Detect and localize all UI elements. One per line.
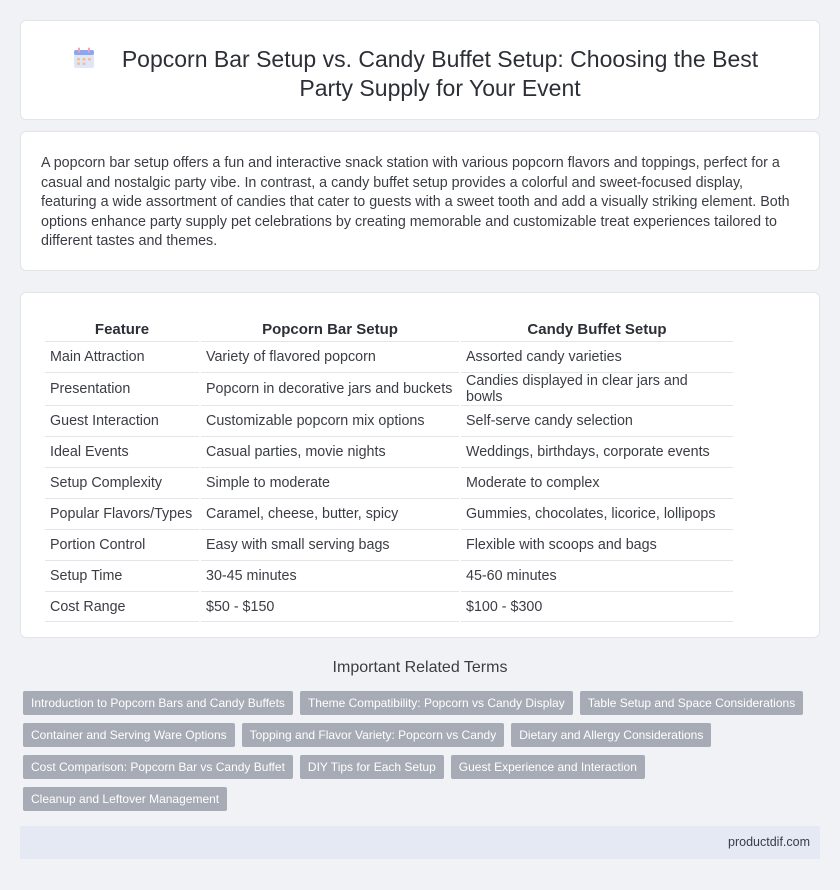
table-cell: Assorted candy varieties bbox=[461, 341, 733, 372]
related-terms-list bbox=[23, 691, 813, 811]
related-term-tag[interactable]: Cleanup and Leftover Management bbox=[23, 787, 227, 811]
table-cell: Cost Range bbox=[45, 591, 199, 622]
table-cell: Casual parties, movie nights bbox=[201, 436, 459, 467]
table-cell: Presentation bbox=[45, 372, 199, 405]
intro-paragraph: A popcorn bar setup offers a fun and interactive snack station with various popcorn flavors and toppings, perfect for a casual and nostalgic party vibe. In contrast, a candy buffet setup provides a colorful and sweet-focused display, featuring a wide assortment of candies that cater to guests with a sweet tooth and add a visually striking element. Both options enhance party supply pet celebrations by creating memorable and customizable treat experiences tailored to different tastes and themes. bbox=[41, 155, 790, 250]
table-row bbox=[45, 436, 733, 467]
header-candy-buffet: Candy Buffet Setup bbox=[527, 321, 667, 338]
related-term-tag[interactable]: Topping and Flavor Variety: Popcorn vs Candy bbox=[242, 723, 505, 747]
table-header-row bbox=[45, 315, 733, 341]
table-row bbox=[45, 560, 733, 591]
table-cell: Variety of flavored popcorn bbox=[201, 341, 459, 372]
table-cell: Caramel, cheese, butter, spicy bbox=[201, 498, 459, 529]
table-cell: $50 - $150 bbox=[201, 591, 459, 622]
related-terms-heading: Important Related Terms bbox=[332, 659, 508, 676]
table-cell: 45-60 minutes bbox=[461, 560, 733, 591]
table-cell: Setup Complexity bbox=[45, 467, 199, 498]
table-cell: Customizable popcorn mix options bbox=[201, 405, 459, 436]
table-cell: Setup Time bbox=[45, 560, 199, 591]
table-row bbox=[45, 529, 733, 560]
related-term-tag[interactable]: Cost Comparison: Popcorn Bar vs Candy Buffet bbox=[23, 755, 293, 779]
table-row bbox=[45, 341, 733, 372]
table-cell: Moderate to complex bbox=[461, 467, 733, 498]
table-cell: Portion Control bbox=[45, 529, 199, 560]
related-term-tag[interactable]: Theme Compatibility: Popcorn vs Candy Display bbox=[300, 691, 573, 715]
table-cell: $100 - $300 bbox=[461, 591, 733, 622]
table-cell: Popular Flavors/Types bbox=[45, 498, 199, 529]
intro-card bbox=[20, 131, 820, 271]
page-title: Popcorn Bar Setup vs. Candy Buffet Setup: Choosing the Best Party Supply for Your Event bbox=[121, 46, 759, 101]
table-cell: Popcorn in decorative jars and buckets bbox=[201, 372, 459, 405]
table-row bbox=[45, 591, 733, 622]
table-row bbox=[45, 498, 733, 529]
table-cell: Weddings, birthdays, corporate events bbox=[461, 436, 733, 467]
related-term-tag[interactable]: Introduction to Popcorn Bars and Candy Buffets bbox=[23, 691, 293, 715]
comparison-table bbox=[43, 315, 735, 622]
related-term-tag[interactable]: Table Setup and Space Considerations bbox=[580, 691, 803, 715]
table-cell: Ideal Events bbox=[45, 436, 199, 467]
table-row bbox=[45, 372, 733, 405]
related-term-tag[interactable]: Container and Serving Ware Options bbox=[23, 723, 235, 747]
table-cell: Main Attraction bbox=[45, 341, 199, 372]
related-term-tag[interactable]: DIY Tips for Each Setup bbox=[300, 755, 444, 779]
table-cell: Candies displayed in clear jars and bowls bbox=[461, 372, 733, 405]
header-popcorn-bar: Popcorn Bar Setup bbox=[262, 321, 398, 338]
site-name[interactable]: productdif.com bbox=[728, 835, 810, 849]
related-term-tag[interactable]: Dietary and Allergy Considerations bbox=[511, 723, 711, 747]
table-row bbox=[45, 467, 733, 498]
table-cell: Gummies, chocolates, licorice, lollipops bbox=[461, 498, 733, 529]
header-feature: Feature bbox=[94, 321, 150, 338]
table-cell: Flexible with scoops and bags bbox=[461, 529, 733, 560]
table-cell: Guest Interaction bbox=[45, 405, 199, 436]
table-cell: 30-45 minutes bbox=[201, 560, 459, 591]
comparison-card bbox=[20, 292, 820, 638]
table-cell: Easy with small serving bags bbox=[201, 529, 459, 560]
table-cell: Self-serve candy selection bbox=[461, 405, 733, 436]
title-card bbox=[20, 20, 820, 120]
footer bbox=[20, 826, 820, 859]
table-cell: Simple to moderate bbox=[201, 467, 459, 498]
table-row bbox=[45, 405, 733, 436]
related-term-tag[interactable]: Guest Experience and Interaction bbox=[451, 755, 645, 779]
